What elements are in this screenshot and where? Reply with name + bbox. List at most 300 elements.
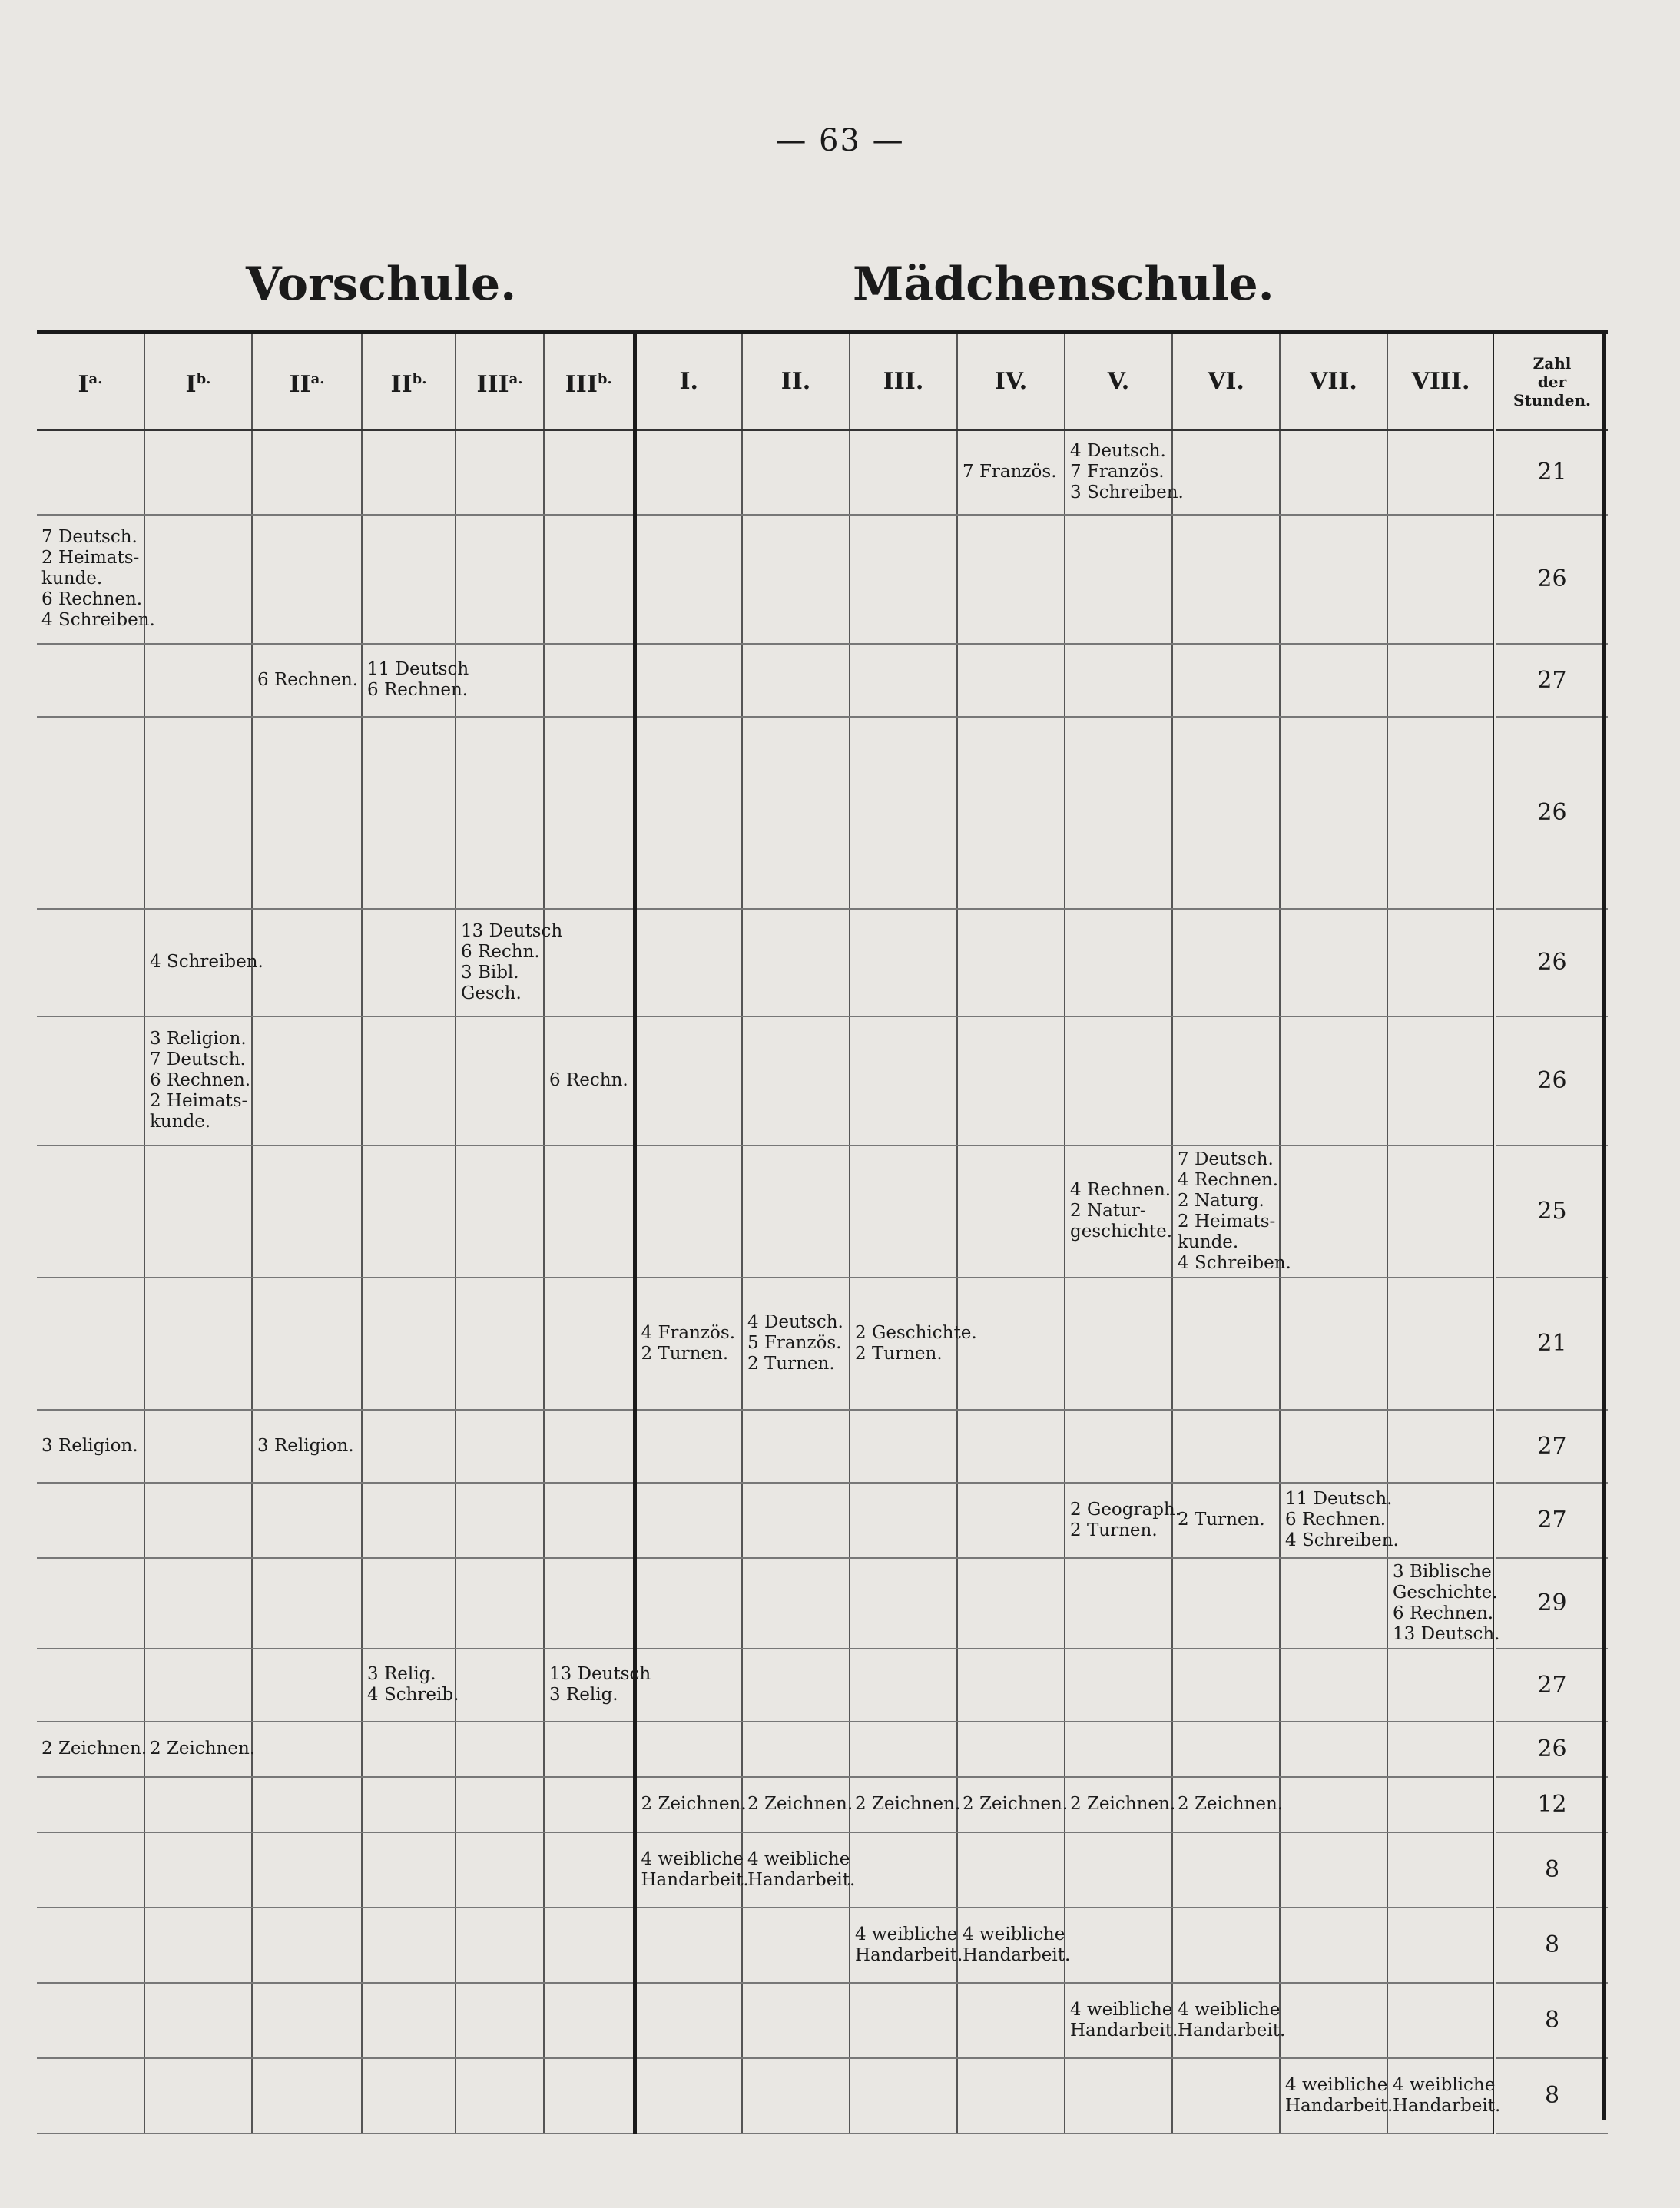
table-cell — [850, 1983, 957, 2058]
table-row — [37, 1908, 1608, 1983]
cell-entry: 4 Französ. — [641, 1322, 736, 1343]
table-cell — [1280, 717, 1387, 909]
table-row — [37, 1145, 1608, 1278]
table-cell — [957, 1278, 1065, 1410]
table-cell — [957, 717, 1065, 909]
cell-entry: Gesch. — [461, 983, 522, 1003]
table-cell — [252, 1410, 362, 1483]
table-cell — [544, 1483, 635, 1558]
total-hours-header-line: Stunden. — [1513, 390, 1591, 409]
table-cell — [252, 1016, 362, 1145]
table-cell — [362, 1832, 456, 1908]
column-header-label: II. — [780, 368, 811, 395]
cell-entry: 4 weibliche — [1393, 2074, 1496, 2095]
table-cell — [742, 2058, 850, 2133]
table-cell — [1280, 1410, 1387, 1483]
table-cell — [742, 515, 850, 644]
cell-entry: 2 Heimats- — [1178, 1211, 1276, 1232]
table-row — [37, 1832, 1608, 1908]
row-total-hours: 21 — [1495, 430, 1608, 515]
cell-entry: 4 Rechnen. — [1178, 1169, 1279, 1190]
timetable-grid — [37, 334, 1608, 2134]
column-header-4 — [362, 334, 456, 430]
table-cell — [957, 515, 1065, 644]
table-cell — [544, 515, 635, 644]
cell-entry: 11 Deutsch. — [1285, 1489, 1393, 1509]
table-cell — [544, 1410, 635, 1483]
table-cell — [742, 430, 850, 515]
table-cell — [1280, 1278, 1387, 1410]
column-header-10 — [957, 334, 1065, 430]
table-cell — [957, 1983, 1065, 2058]
table-cell — [742, 1908, 850, 1983]
cell-entry: 4 Deutsch. — [747, 1312, 843, 1332]
table-row — [37, 909, 1608, 1016]
table-cell — [635, 515, 742, 644]
cell-entry: 2 Zeichnen. — [41, 1739, 147, 1759]
cell-entry: kunde. — [150, 1112, 211, 1132]
table-cell — [635, 909, 742, 1016]
table-cell — [1172, 2058, 1280, 2133]
section-title-vorschule: Vorschule. — [246, 257, 517, 311]
table-cell — [144, 909, 263, 1016]
table-cell — [635, 1983, 742, 2058]
table-cell — [1172, 515, 1280, 644]
table-cell — [1280, 2058, 1393, 2133]
table-cell — [1065, 1649, 1172, 1722]
table-cell — [1280, 1983, 1387, 2058]
table-cell — [456, 1832, 544, 1908]
table-cell — [144, 1832, 252, 1908]
table-cell — [252, 1777, 362, 1832]
table-cell — [252, 1278, 362, 1410]
cell-entry: 7 Deutsch. — [41, 527, 138, 547]
table-cell — [850, 1908, 963, 1983]
table-cell — [544, 430, 635, 515]
table-cell — [1065, 1908, 1172, 1983]
table-cell — [544, 644, 635, 717]
table-cell — [362, 1983, 456, 2058]
cell-entry: 4 weibliche — [747, 1848, 850, 1869]
row-total-hours: 27 — [1495, 1649, 1608, 1722]
cell-entry: 2 Zeichnen. — [641, 1794, 747, 1814]
table-cell — [1387, 430, 1495, 515]
table-cell — [362, 909, 456, 1016]
cell-entry: 2 Natur- — [1070, 1201, 1146, 1221]
cell-entry: 2 Zeichnen. — [1178, 1794, 1284, 1814]
table-cell — [362, 1278, 456, 1410]
table-cell — [1280, 1145, 1387, 1278]
table-cell — [544, 1649, 651, 1722]
cell-entry: 7 Deutsch. — [1178, 1149, 1274, 1169]
table-cell — [1065, 1016, 1172, 1145]
column-header-12 — [1172, 334, 1280, 430]
table-cell — [252, 1558, 362, 1649]
table-cell — [957, 1410, 1065, 1483]
table-cell — [144, 430, 252, 515]
table-cell — [742, 1145, 850, 1278]
table-cell — [635, 430, 742, 515]
cell-entry: 2 Geograph. — [1070, 1499, 1181, 1520]
column-header-sup: a. — [88, 370, 103, 387]
table-cell — [144, 1649, 252, 1722]
column-header-label: I — [185, 370, 197, 398]
row-total-hours: 8 — [1495, 1983, 1608, 2058]
row-total-hours: 21 — [1495, 1278, 1608, 1410]
table-cell — [1172, 717, 1280, 909]
table-cell — [1172, 644, 1280, 717]
table-cell — [252, 1722, 362, 1777]
column-header-6 — [544, 334, 635, 430]
table-cell — [1280, 1649, 1387, 1722]
table-cell — [362, 1558, 456, 1649]
table-cell — [1280, 1908, 1387, 1983]
column-header-label: IV. — [994, 368, 1028, 395]
table-cell — [742, 1649, 850, 1722]
table-cell — [1280, 909, 1387, 1016]
table-cell — [850, 515, 957, 644]
table-cell — [544, 1016, 635, 1145]
table-row — [37, 1983, 1608, 2058]
table-cell — [252, 430, 362, 515]
table-cell — [957, 1016, 1065, 1145]
table-cell — [37, 1649, 144, 1722]
page-number: — 63 — — [775, 123, 905, 158]
table-cell — [1172, 1908, 1280, 1983]
cell-entry: 2 Geschichte. — [855, 1322, 977, 1343]
table-cell — [456, 717, 544, 909]
column-header-label: I. — [679, 368, 698, 395]
cell-entry: Handarbeit. — [963, 1944, 1071, 1965]
table-cell — [37, 644, 144, 717]
table-row — [37, 1410, 1608, 1483]
cell-entry: Geschichte. — [1393, 1582, 1498, 1603]
table-cell — [635, 644, 742, 717]
table-cell — [1387, 909, 1495, 1016]
table-cell — [635, 1016, 742, 1145]
table-cell — [635, 717, 742, 909]
cell-entry: 4 weibliche — [641, 1848, 744, 1869]
table-cell — [742, 1410, 850, 1483]
cell-entry: 4 Rechnen. — [1070, 1180, 1171, 1200]
table-row — [37, 1649, 1608, 1722]
table-cell — [742, 909, 850, 1016]
table-row — [37, 515, 1608, 644]
table-cell — [635, 1832, 749, 1908]
cell-entry: 2 Turnen. — [641, 1343, 729, 1364]
table-cell — [37, 1908, 144, 1983]
table-cell — [456, 1483, 544, 1558]
table-cell — [1280, 1777, 1387, 1832]
column-header-sup: b. — [412, 370, 427, 387]
table-cell — [456, 1558, 544, 1649]
cell-entry: Handarbeit. — [855, 1944, 963, 1965]
table-cell — [144, 1483, 252, 1558]
table-cell — [362, 717, 456, 909]
cell-entry: 3 Relig. — [367, 1664, 436, 1684]
row-total-hours: 8 — [1495, 1832, 1608, 1908]
table-cell — [362, 515, 456, 644]
table-body — [37, 430, 1608, 2133]
table-cell — [1065, 644, 1172, 717]
table-cell — [850, 644, 957, 717]
column-header-1 — [37, 334, 144, 430]
table-cell — [252, 1983, 362, 2058]
cell-entry: 2 Naturg. — [1178, 1190, 1264, 1211]
table-cell — [362, 1649, 459, 1722]
column-header-2 — [144, 334, 252, 430]
table-cell — [742, 1558, 850, 1649]
cell-entry: 2 Heimats- — [41, 548, 140, 568]
column-header-label: V. — [1107, 368, 1130, 395]
row-total-hours: 29 — [1495, 1558, 1608, 1649]
table-cell — [544, 1145, 635, 1278]
table-cell — [1065, 1722, 1172, 1777]
table-cell — [957, 2058, 1065, 2133]
table-cell — [1172, 1483, 1280, 1558]
table-cell — [1065, 1832, 1172, 1908]
table-cell — [1065, 1278, 1172, 1410]
table-cell — [957, 1483, 1065, 1558]
table-cell — [544, 1558, 635, 1649]
table-cell — [252, 1483, 362, 1558]
table-cell — [957, 1558, 1065, 1649]
table-cell — [362, 430, 456, 515]
table-row — [37, 2058, 1608, 2133]
table-cell — [850, 1832, 957, 1908]
table-cell — [252, 1908, 362, 1983]
table-cell — [742, 1832, 856, 1908]
table-cell — [37, 717, 144, 909]
cell-entry: 3 Religion. — [257, 1435, 354, 1456]
table-cell — [1280, 430, 1387, 515]
table-cell — [1280, 1832, 1387, 1908]
table-cell — [456, 2058, 544, 2133]
table-cell — [37, 1016, 144, 1145]
column-header-label: I — [78, 370, 89, 398]
table-cell — [850, 1278, 977, 1410]
table-cell — [635, 1483, 742, 1558]
cell-entry: 13 Deutsch — [549, 1664, 651, 1684]
table-cell — [1065, 1777, 1176, 1832]
table-cell — [37, 1558, 144, 1649]
table-cell — [1387, 1410, 1495, 1483]
table-cell — [1065, 515, 1172, 644]
cell-entry: 4 Schreiben. — [41, 610, 155, 630]
table-cell — [1280, 1558, 1387, 1649]
row-total-hours: 26 — [1495, 515, 1608, 644]
cell-entry: 4 Schreiben. — [150, 952, 263, 972]
table-cell — [850, 1483, 957, 1558]
column-header-label: VIII. — [1411, 368, 1470, 395]
cell-entry: 2 Turnen. — [1070, 1520, 1158, 1540]
cell-entry: kunde. — [1178, 1232, 1239, 1252]
table-cell — [456, 1278, 544, 1410]
cell-entry: 4 Deutsch. — [1070, 441, 1166, 462]
table-row — [37, 430, 1608, 515]
table-cell — [1172, 1410, 1280, 1483]
row-total-hours: 27 — [1495, 1410, 1608, 1483]
cell-entry: 2 Turnen. — [855, 1343, 943, 1364]
table-cell — [144, 1983, 252, 2058]
timetable — [37, 330, 1608, 2134]
cell-entry: 7 Französ. — [1070, 462, 1165, 482]
table-cell — [1387, 1777, 1495, 1832]
table-cell — [252, 515, 362, 644]
cell-entry: 2 Zeichnen. — [855, 1794, 961, 1814]
cell-entry: Handarbeit. — [747, 1869, 856, 1890]
row-total-hours: 27 — [1495, 1483, 1608, 1558]
row-total-hours: 26 — [1495, 717, 1608, 909]
table-cell — [456, 644, 544, 717]
header-row — [37, 334, 1608, 430]
column-header-9 — [850, 334, 957, 430]
table-cell — [1387, 1558, 1500, 1649]
table-cell — [144, 1908, 252, 1983]
cell-entry: 4 Schreiben. — [1178, 1252, 1291, 1273]
cell-entry: 6 Rechnen. — [41, 589, 143, 609]
table-cell — [456, 1410, 544, 1483]
table-cell — [1387, 2058, 1501, 2133]
table-cell — [456, 1649, 544, 1722]
table-cell — [1387, 1649, 1495, 1722]
table-cell — [635, 1649, 742, 1722]
cell-entry: Handarbeit. — [1070, 2020, 1178, 2041]
table-cell — [1065, 1558, 1172, 1649]
table-cell — [635, 1410, 742, 1483]
table-row — [37, 1777, 1608, 1832]
column-header-3 — [252, 334, 362, 430]
right-border-rule — [1602, 330, 1606, 2120]
table-cell — [144, 644, 252, 717]
cell-entry: 4 weibliche — [1178, 1999, 1281, 2020]
table-cell — [635, 1908, 742, 1983]
table-cell — [635, 1722, 742, 1777]
total-hours-header — [1495, 334, 1608, 430]
column-header-label: II — [390, 370, 413, 398]
row-total-hours: 26 — [1495, 909, 1608, 1016]
table-cell — [1387, 515, 1495, 644]
table-cell — [362, 1777, 456, 1832]
table-cell — [544, 1983, 635, 2058]
cell-entry: 6 Rechnen. — [150, 1070, 251, 1090]
table-cell — [635, 1278, 742, 1410]
cell-entry: 4 weibliche — [855, 1924, 958, 1944]
table-cell — [850, 1777, 961, 1832]
table-cell — [742, 1777, 853, 1832]
row-total-hours: 27 — [1495, 644, 1608, 717]
table-cell — [1387, 1832, 1495, 1908]
table-cell — [742, 1983, 850, 2058]
section-title-maedchenschule: Mädchenschule. — [853, 257, 1274, 311]
table-cell — [1280, 1016, 1387, 1145]
table-cell — [144, 515, 252, 644]
cell-entry: 3 Biblische — [1393, 1561, 1492, 1582]
table-cell — [1387, 1145, 1495, 1278]
cell-entry: Handarbeit. — [1178, 2020, 1286, 2041]
table-cell — [635, 1777, 747, 1832]
table-cell — [957, 1777, 1069, 1832]
table-row — [37, 1483, 1608, 1558]
table-cell — [850, 2058, 957, 2133]
table-cell — [252, 644, 362, 717]
table-cell — [37, 1777, 144, 1832]
table-cell — [252, 717, 362, 909]
table-row — [37, 1016, 1608, 1145]
table-cell — [362, 1016, 456, 1145]
cell-entry: Handarbeit. — [1285, 2095, 1393, 2116]
cell-entry: 3 Relig. — [549, 1685, 618, 1705]
table-cell — [1172, 909, 1280, 1016]
table-cell — [362, 1722, 456, 1777]
cell-entry: 6 Rechn. — [549, 1070, 628, 1090]
column-header-label: VII. — [1310, 368, 1357, 395]
column-header-sup: a. — [310, 370, 325, 387]
table-cell — [144, 1410, 252, 1483]
table-cell — [1387, 1983, 1495, 2058]
cell-entry: 7 Deutsch. — [150, 1049, 246, 1069]
cell-entry: 6 Rechnen. — [1393, 1603, 1494, 1623]
table-cell — [742, 644, 850, 717]
table-cell — [1172, 1832, 1280, 1908]
table-cell — [1172, 1278, 1280, 1410]
table-cell — [850, 1722, 957, 1777]
table-cell — [362, 1908, 456, 1983]
table-cell — [456, 1983, 544, 2058]
column-header-label: VI. — [1208, 368, 1244, 395]
table-cell — [456, 1908, 544, 1983]
table-cell — [1172, 1777, 1284, 1832]
table-cell — [1065, 1483, 1181, 1558]
cell-entry: 4 weibliche — [1285, 2074, 1388, 2095]
table-cell — [456, 430, 544, 515]
table-row — [37, 1722, 1608, 1777]
table-cell — [544, 717, 635, 909]
row-total-hours: 26 — [1495, 1722, 1608, 1777]
table-cell — [362, 1483, 456, 1558]
table-cell — [252, 1832, 362, 1908]
table-cell — [850, 1558, 957, 1649]
table-cell — [957, 1722, 1065, 1777]
table-cell — [1280, 1483, 1399, 1558]
column-header-label: III. — [883, 368, 924, 395]
row-total-hours: 8 — [1495, 2058, 1608, 2133]
table-cell — [144, 1016, 252, 1145]
column-header-label: III — [476, 370, 509, 398]
table-cell — [362, 1145, 456, 1278]
table-cell — [957, 1832, 1065, 1908]
table-cell — [1172, 1649, 1280, 1722]
table-cell — [1387, 644, 1495, 717]
table-cell — [957, 909, 1065, 1016]
cell-entry: 3 Religion. — [150, 1029, 247, 1049]
table-cell — [456, 1016, 544, 1145]
table-cell — [544, 1908, 635, 1983]
table-cell — [362, 644, 469, 717]
cell-entry: 5 Französ. — [747, 1333, 842, 1353]
table-cell — [1387, 1016, 1495, 1145]
table-row — [37, 1278, 1608, 1410]
table-cell — [37, 1410, 144, 1483]
table-cell — [635, 2058, 742, 2133]
table-cell — [37, 1483, 144, 1558]
table-cell — [37, 1722, 147, 1777]
row-total-hours: 12 — [1495, 1777, 1608, 1832]
table-cell — [957, 644, 1065, 717]
table-cell — [850, 909, 957, 1016]
table-cell — [1387, 1483, 1495, 1558]
table-cell — [1065, 909, 1172, 1016]
